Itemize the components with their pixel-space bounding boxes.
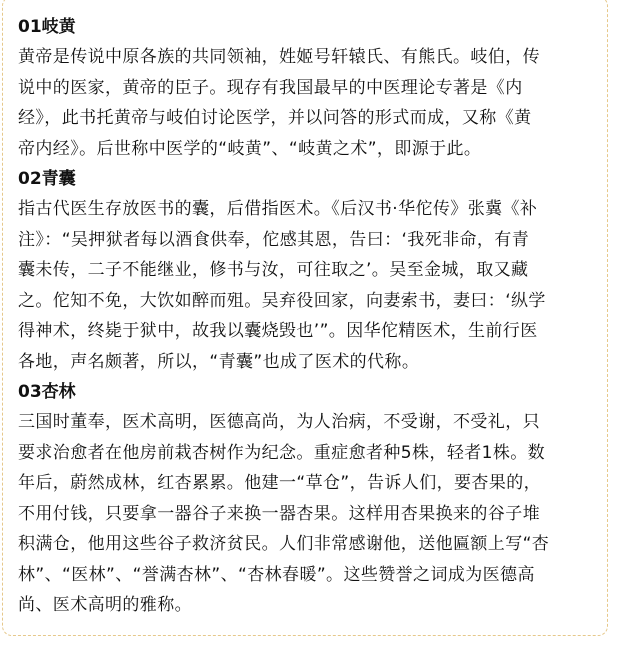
text-line: 囊未传，二子不能继业，修书与汝，可往取之’。吴至金城，取又藏 [18,260,529,280]
article-content [18,12,608,621]
text-line: 三国时董奉，医术高明，医德高尚，为人治病，不受谢，不受礼，只 [18,412,540,432]
text-line: 指古代医生存放医书的囊，后借指医术。《后汉书·华佗传》张冀《补 [18,199,538,219]
text-line: 尚、医术高明的雅称。 [18,595,192,615]
text-line: 积满仓，他用这些谷子救济贫民。人们非常感谢他，送他匾额上写“杏 [18,534,550,554]
text-line: 帝内经》。后世称中医学的“岐黄”、“岐黄之术”，即源于此。 [18,138,482,159]
text-line: 不用付钱，只要拿一器谷子来换一器杏果。这样用杏果换来的谷子堆 [18,503,540,524]
text-line: 年后，蔚然成林，红杏累累。他建一“草仓”，告诉人们，要杏果的， [18,473,542,493]
text-line: 得神术，终毙于狱中，故我以囊烧毁也’”。因华佗精医术，生前行医 [18,321,538,341]
section-body-qingnang [18,194,608,377]
text-line: 林”、“医林”、“誉满杏林”、“杏林春暖”。这些赞誉之词成为医德高 [18,564,535,585]
text-line: 黄帝是传说中原各族的共同领袖，姓姬号轩辕氏、有熊氏。岐伯，传 [18,47,540,67]
section-title-qihuang: 01岐黄 [18,17,76,37]
section-body-qihuang [18,42,608,164]
text-line: 各地，声名颇著，所以，“青囊”也成了医术的代称。 [18,351,420,372]
section-title-qingnang: 02青囊 [18,169,76,189]
text-line: 说中的医家，黄帝的臣子。现存有我国最早的中医理论专著是《内 [18,77,523,98]
text-line: 经》，此书托黄帝与岐伯讨论医学，并以问答的形式而成，又称《黄 [18,108,532,128]
section-body-xinglin [18,407,608,621]
text-line: 要求治愈者在他房前栽杏树作为纪念。重症愈者种5株，轻者1株。数 [18,442,546,463]
section-title-xinglin: 03杏林 [18,382,76,402]
text-line: 之。佗知不免，大饮如醉而殂。吴弃役回家，向妻索书，妻曰：‘纵学 [18,290,546,311]
text-line: 注》：“吴押狱者每以酒食供奉，佗感其恩，告曰：‘我死非命，有青 [18,229,530,250]
